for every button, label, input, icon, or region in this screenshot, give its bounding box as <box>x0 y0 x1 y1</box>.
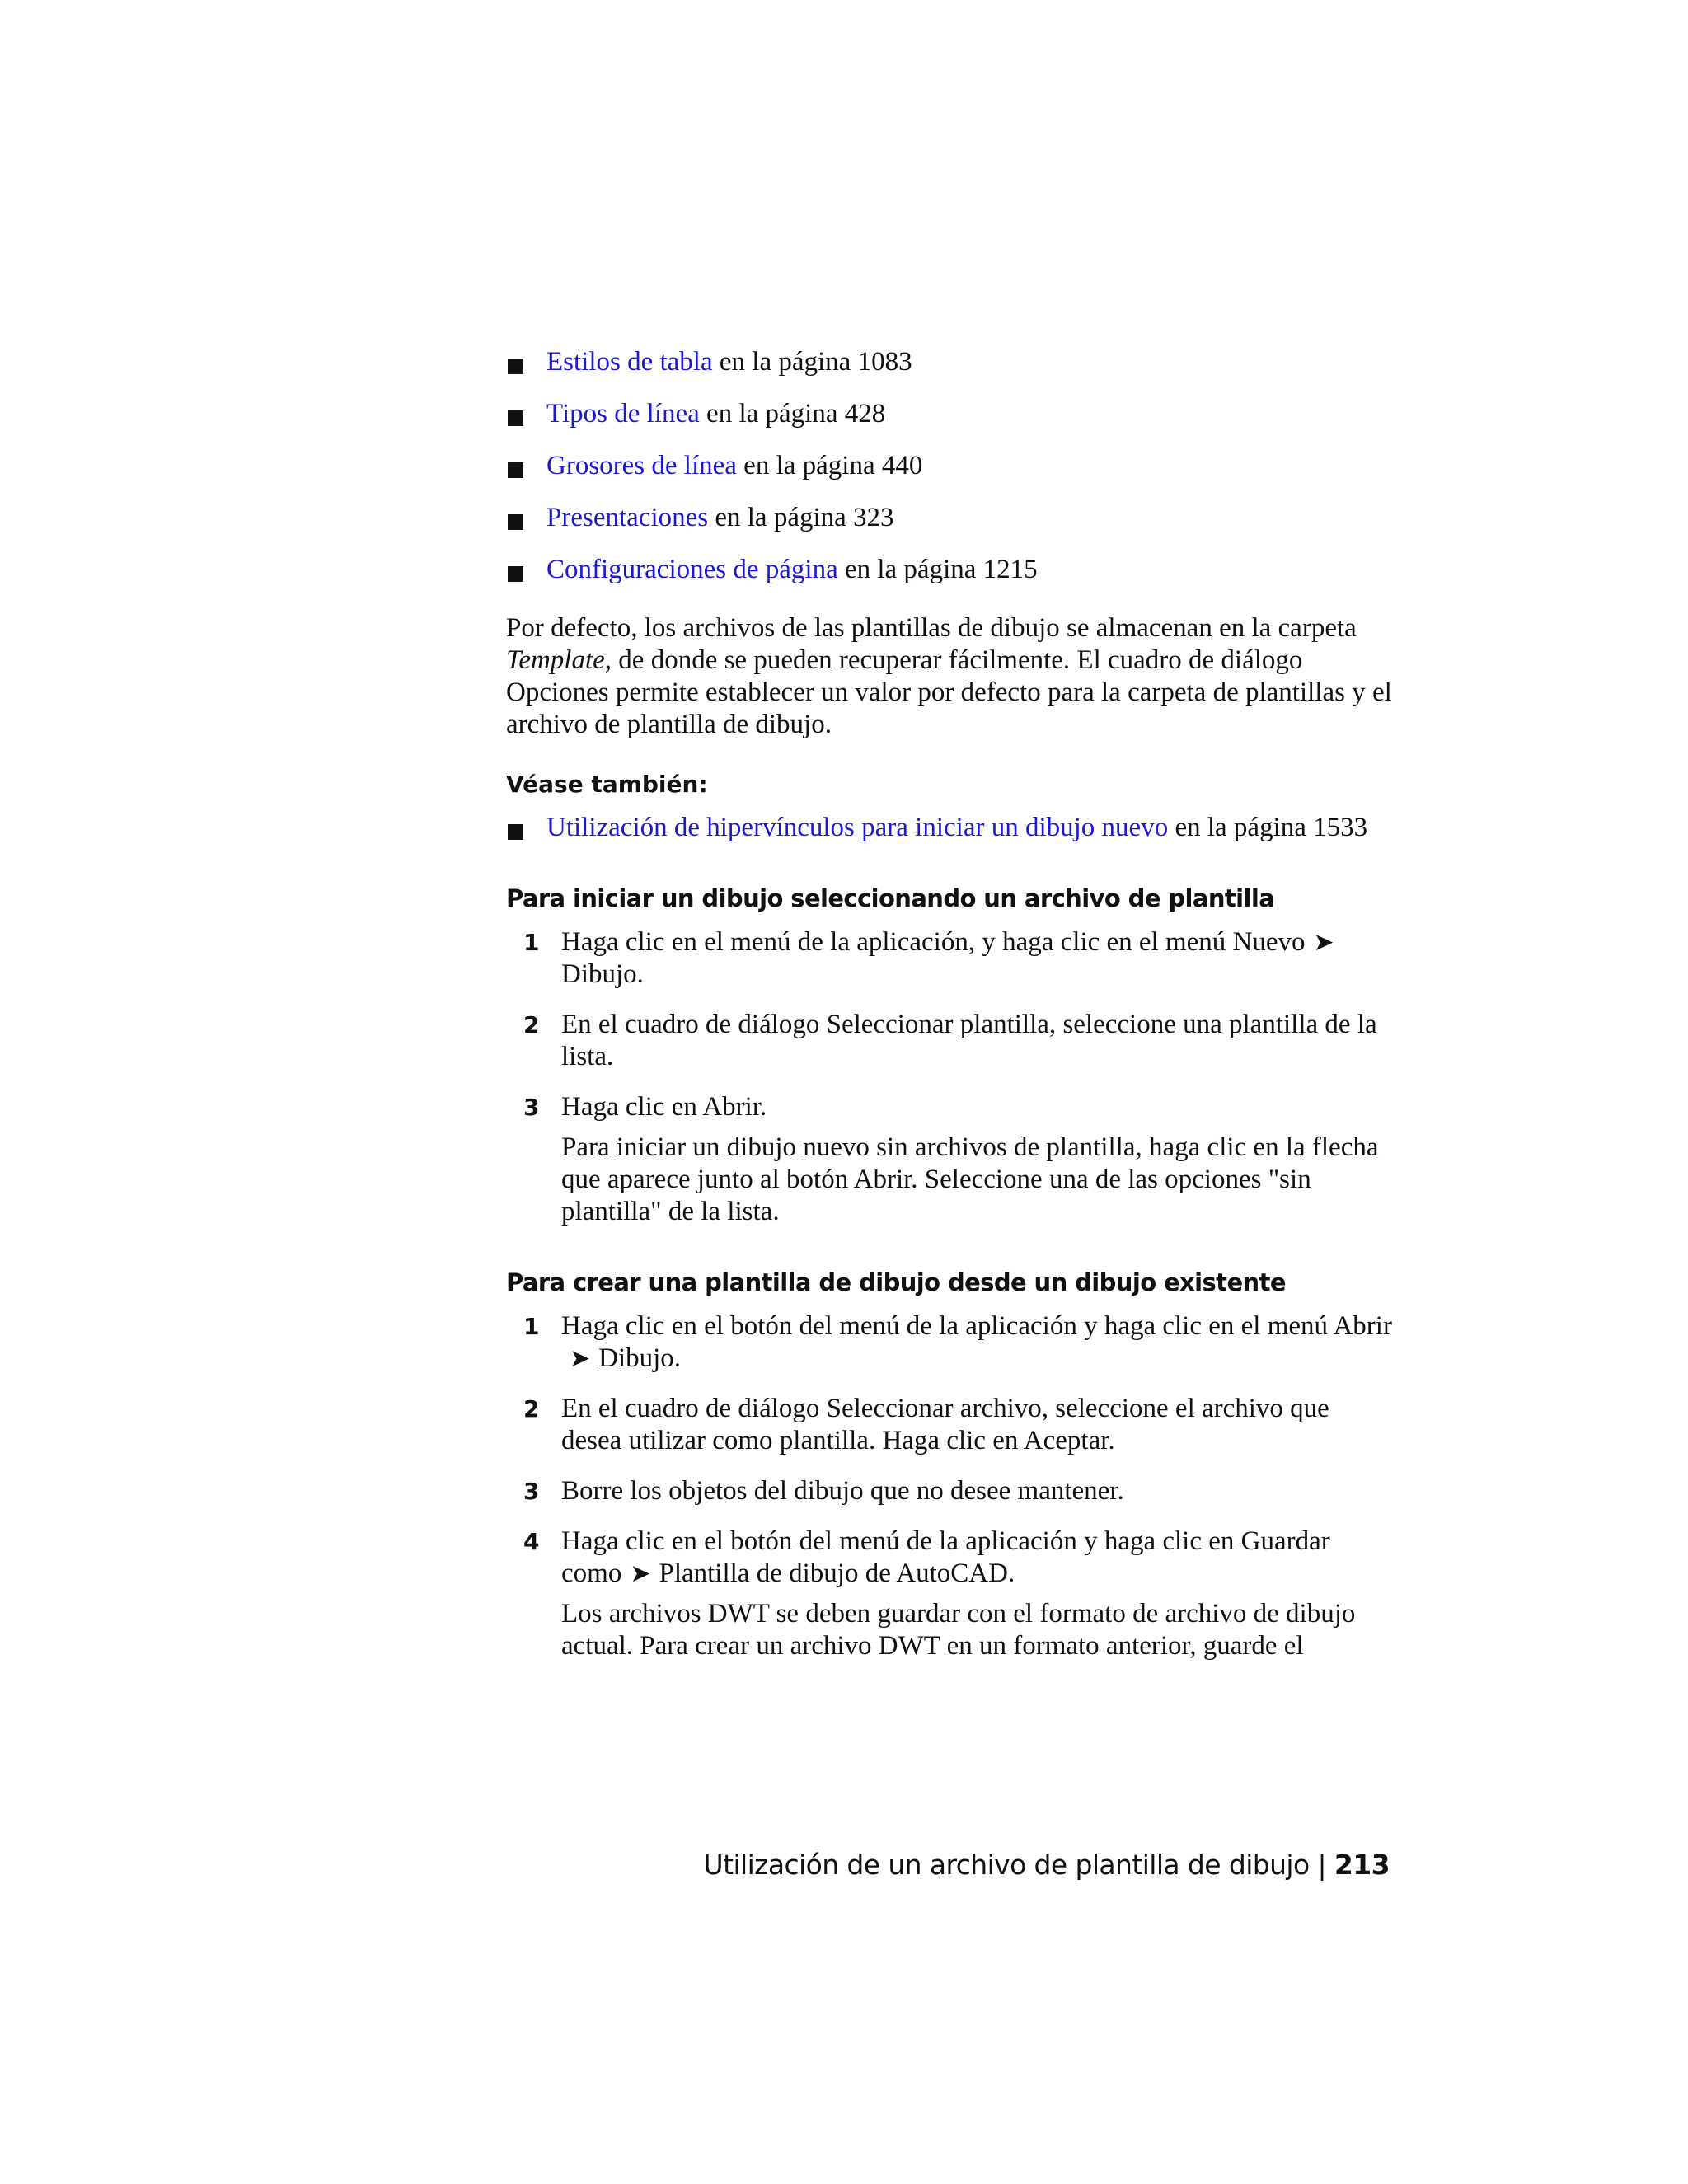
step-text: En el cuadro de diálogo Seleccionar archivo, seleccione el archivo que desea utilizar como plantilla. Haga clic en Aceptar. <box>561 1394 1329 1455</box>
list-item <box>506 398 1393 430</box>
section-heading: Para crear una plantilla de dibujo desde un dibujo existente <box>506 1268 1286 1296</box>
body-paragraph <box>506 612 1393 741</box>
page-reference: en la página 440 <box>736 451 923 480</box>
list-item <box>506 812 1393 844</box>
list-item <box>506 346 1393 378</box>
step-item <box>506 1091 1393 1228</box>
page-footer <box>704 1849 1390 1881</box>
list-item <box>506 502 1393 534</box>
footer-title: Utilización de un archivo de plantilla de dibujo <box>703 1849 1310 1881</box>
step-item <box>506 1475 1393 1507</box>
arrow-icon: ➤ <box>1313 929 1334 956</box>
paragraph-text: Por defecto, los archivos de las plantillas de dibujo se almacenan en la carpeta <box>506 613 1357 643</box>
page-reference: en la página 1083 <box>712 347 912 377</box>
folder-name: Template <box>506 645 605 675</box>
step-text: Dibujo. <box>561 959 644 989</box>
see-also-label: Véase también: <box>506 771 708 798</box>
link-hipervinculos[interactable]: Utilización de hipervínculos para iniciar un dibujo nuevo <box>546 813 1169 842</box>
step-number: 3 <box>523 1094 540 1121</box>
step-text: Haga clic en Abrir. <box>561 1092 767 1122</box>
footer-separator: | <box>1317 1849 1327 1881</box>
link-configuraciones-de-pagina[interactable]: Configuraciones de página <box>546 555 838 584</box>
page-reference: en la página 323 <box>708 503 894 532</box>
list-item <box>506 450 1393 482</box>
step-number: 2 <box>523 1395 540 1422</box>
procedure-steps <box>506 1310 1393 1662</box>
link-presentaciones[interactable]: Presentaciones <box>546 503 709 532</box>
step-text: Haga clic en el menú de la aplicación, y haga clic en el menú Nuevo <box>561 927 1306 957</box>
page-reference: en la página 1215 <box>837 555 1038 584</box>
step-item <box>506 1310 1393 1375</box>
page-reference: en la página 1533 <box>1168 813 1368 842</box>
step-note: Los archivos DWT se deben guardar con el formato de archivo de dibujo actual. Para crear un archivo DWT en un formato anterior, guarde el <box>561 1599 1356 1661</box>
section-heading: Para iniciar un dibujo seleccionando un archivo de plantilla <box>506 884 1275 912</box>
related-topics-list <box>506 346 1393 586</box>
step-number: 1 <box>523 1313 540 1340</box>
step-text: Haga clic en el botón del menú de la aplicación y haga clic en el menú Abrir <box>561 1311 1392 1341</box>
step-text: Dibujo. <box>598 1343 682 1373</box>
step-text: Borre los objetos del dibujo que no desee mantener. <box>561 1476 1124 1506</box>
step-item <box>506 926 1393 991</box>
see-also-list <box>506 812 1393 844</box>
step-text: Haga clic en el botón del menú de la aplicación y haga clic en Guardar como <box>561 1526 1330 1588</box>
link-estilos-de-tabla[interactable]: Estilos de tabla <box>546 347 713 377</box>
link-tipos-de-linea[interactable]: Tipos de línea <box>546 399 700 429</box>
link-grosores-de-linea[interactable]: Grosores de línea <box>546 451 737 480</box>
step-number: 3 <box>523 1478 540 1505</box>
paragraph-text: , de donde se pueden recuperar fácilmente. El cuadro de diálogo Opciones permite establecer un valor por defecto para la carpeta de plantillas y el archivo de plantilla de dibujo. <box>506 645 1392 739</box>
step-item <box>506 1009 1393 1073</box>
step-number: 4 <box>523 1528 540 1555</box>
step-text: En el cuadro de diálogo Seleccionar plantilla, seleccione una plantilla de la lista. <box>561 1010 1377 1071</box>
arrow-icon: ➤ <box>630 1560 651 1587</box>
step-item <box>506 1526 1393 1662</box>
list-item <box>506 554 1393 586</box>
arrow-icon: ➤ <box>570 1345 591 1372</box>
procedure-steps <box>506 926 1393 1228</box>
page-reference: en la página 428 <box>699 399 886 429</box>
step-text: Plantilla de dibujo de AutoCAD. <box>659 1558 1015 1588</box>
page-number: 213 <box>1334 1849 1390 1881</box>
step-number: 1 <box>523 929 540 956</box>
page-content <box>506 346 1393 1680</box>
step-note: Para iniciar un dibujo nuevo sin archivos de plantilla, haga clic en la flecha que aparece junto al botón Abrir. Seleccione una de las opciones "sin plantilla" de la lista. <box>561 1132 1379 1226</box>
step-number: 2 <box>523 1011 540 1038</box>
step-item <box>506 1393 1393 1457</box>
